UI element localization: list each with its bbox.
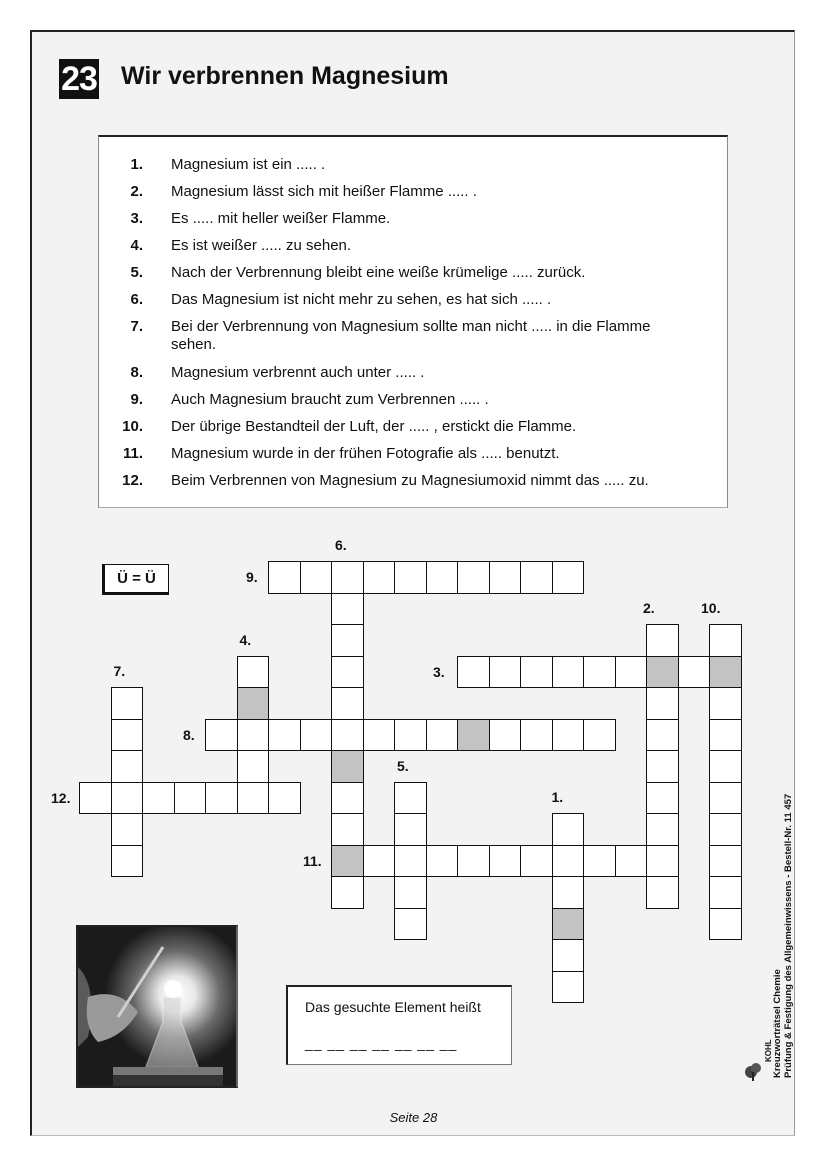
crossword-cell[interactable] (552, 971, 585, 1004)
crossword-cell[interactable] (646, 876, 679, 909)
crossword-cell[interactable] (237, 750, 270, 783)
crossword-cell[interactable] (709, 750, 742, 783)
word-label-8: 8. (183, 726, 195, 743)
crossword-cell[interactable] (331, 876, 364, 909)
crossword-cell[interactable] (552, 719, 585, 752)
crossword-cell[interactable] (363, 719, 396, 752)
crossword-cell[interactable] (426, 845, 459, 878)
crossword-cell[interactable] (111, 845, 144, 878)
clue-number: 4. (130, 237, 143, 254)
answer-prompt: Das gesuchte Element heißt (305, 999, 481, 1015)
clue-text: Es ..... mit heller weißer Flamme. (171, 210, 391, 227)
crossword-cell[interactable] (111, 719, 144, 752)
crossword-cell[interactable] (268, 719, 301, 752)
page-number: Seite 28 (389, 1110, 438, 1125)
crossword-cell[interactable] (646, 719, 679, 752)
solution-cell[interactable] (709, 656, 742, 689)
crossword-cell[interactable] (552, 561, 585, 594)
clue-text: Magnesium verbrennt auch unter ..... . (171, 364, 425, 381)
crossword-cell[interactable] (111, 813, 144, 846)
word-label-3: 3. (433, 663, 445, 680)
clue-text: Bei der Verbrennung von Magnesium sollte man nicht ..... in die Flamme sehen. (171, 318, 651, 353)
crossword-cell[interactable] (520, 656, 553, 689)
clue-number: 8. (130, 364, 143, 381)
crossword-cell[interactable] (426, 561, 459, 594)
photo-illustration (78, 927, 238, 1088)
clue-text: Beim Verbrennen von Magnesium zu Magnesiumoxid nimmt das ..... zu. (171, 472, 649, 489)
clue-number: 9. (130, 391, 143, 408)
crossword-cell[interactable] (709, 876, 742, 909)
crossword-cell[interactable] (111, 782, 144, 815)
crossword-cell[interactable] (394, 561, 427, 594)
crossword-cell[interactable] (709, 687, 742, 720)
clue-text: Das Magnesium ist nicht mehr zu sehen, es hat sich ..... . (171, 291, 552, 308)
crossword-cell[interactable] (646, 624, 679, 657)
solution-cell[interactable] (646, 656, 679, 689)
sidebar-subtitle: Prüfung & Festigung des Allgemeinwissens - Bestell-Nr. 11 457 (783, 793, 794, 1078)
clue-text: Der übrige Bestandteil der Luft, der ..... , erstickt die Flamme. (171, 418, 577, 435)
crossword-cell[interactable] (489, 561, 522, 594)
crossword-cell[interactable] (678, 656, 711, 689)
solution-cell[interactable] (552, 908, 585, 941)
answer-box (286, 985, 512, 1065)
clue-text: Nach der Verbrennung bleibt eine weiße krümelige ..... zurück. (171, 264, 586, 281)
crossword-cell[interactable] (331, 782, 364, 815)
crossword-cell[interactable] (709, 624, 742, 657)
clue-number: 3. (130, 210, 143, 227)
crossword-cell[interactable] (489, 656, 522, 689)
word-label-2: 2. (643, 600, 655, 616)
crossword-cell[interactable] (331, 561, 364, 594)
clue-number: 6. (130, 291, 143, 308)
solution-cell[interactable] (331, 750, 364, 783)
word-label-7: 7. (113, 663, 126, 679)
solution-cell[interactable] (457, 719, 490, 752)
crossword-cell[interactable] (331, 687, 364, 720)
word-label-12: 12. (51, 789, 71, 806)
crossword-cell[interactable] (111, 750, 144, 783)
crossword-cell[interactable] (394, 908, 427, 941)
umlaut-hint: Ü = Ü (102, 564, 169, 595)
crossword-cell[interactable] (237, 782, 270, 815)
crossword-cell[interactable] (237, 656, 270, 689)
word-label-1: 1. (551, 789, 564, 805)
crossword-cell[interactable] (709, 908, 742, 941)
sidebar-title: Kreuzworträtsel Chemie (772, 969, 783, 1078)
crossword-cell[interactable] (331, 656, 364, 689)
crossword-cell[interactable] (615, 656, 648, 689)
crossword-cell[interactable] (300, 719, 333, 752)
crossword-cell[interactable] (394, 876, 427, 909)
crossword-cell[interactable] (142, 782, 175, 815)
word-label-11: 11. (303, 852, 322, 869)
crossword-cell[interactable] (520, 845, 553, 878)
crossword-cell[interactable] (79, 782, 112, 815)
publisher-name: KOHL (764, 1039, 773, 1062)
crossword-cell[interactable] (646, 845, 679, 878)
worksheet-number-badge: 23 (59, 59, 99, 99)
word-label-5: 5. (397, 757, 409, 774)
clue-list (98, 135, 728, 508)
crossword-cell[interactable] (709, 845, 742, 878)
clue-number: 5. (130, 264, 143, 281)
solution-cell[interactable] (237, 687, 270, 720)
crossword-cell[interactable] (615, 845, 648, 878)
crossword-cell[interactable] (646, 782, 679, 815)
crossword-cell[interactable] (520, 561, 553, 594)
crossword-cell[interactable] (300, 561, 333, 594)
page-title: Wir verbrennen Magnesium (121, 62, 449, 90)
crossword-cell[interactable] (363, 561, 396, 594)
crossword-cell[interactable] (237, 719, 270, 752)
clue-text: Es ist weißer ..... zu sehen. (171, 237, 352, 254)
crossword-cell[interactable] (709, 782, 742, 815)
clue-number: 11. (122, 445, 143, 462)
answer-blanks[interactable]: __ __ __ __ __ __ __ (305, 1035, 458, 1051)
clue-text: Magnesium wurde in der frühen Fotografie als ..... benutzt. (171, 445, 560, 462)
crossword-cell[interactable] (457, 656, 490, 689)
crossword-cell[interactable] (363, 845, 396, 878)
crossword-cell[interactable] (583, 656, 616, 689)
crossword-cell[interactable] (394, 813, 427, 846)
crossword-cell[interactable] (583, 845, 616, 878)
crossword-cell[interactable] (331, 624, 364, 657)
crossword-cell[interactable] (552, 939, 585, 972)
crossword-cell[interactable] (174, 782, 207, 815)
crossword-cell[interactable] (331, 813, 364, 846)
crossword-cell[interactable] (394, 782, 427, 815)
publisher-sidebar (772, 794, 794, 1078)
clue-number: 2. (130, 183, 143, 200)
crossword-cell[interactable] (268, 782, 301, 815)
crossword-cell[interactable] (552, 845, 585, 878)
crossword-cell[interactable] (457, 561, 490, 594)
crossword-cell[interactable] (205, 719, 238, 752)
crossword-cell[interactable] (426, 719, 459, 752)
crossword-cell[interactable] (394, 845, 427, 878)
clue-number: 1. (130, 156, 143, 173)
clue-text: Auch Magnesium braucht zum Verbrennen ..... . (171, 391, 489, 408)
crossword-cell[interactable] (552, 656, 585, 689)
crossword-cell[interactable] (646, 813, 679, 846)
crossword-cell[interactable] (709, 813, 742, 846)
crossword-cell[interactable] (646, 687, 679, 720)
crossword-cell[interactable] (205, 782, 238, 815)
word-label-10: 10. (701, 600, 721, 616)
clue-number: 12. (122, 472, 143, 489)
word-label-4: 4. (239, 631, 252, 648)
crossword-cell[interactable] (583, 719, 616, 752)
crossword-cell[interactable] (709, 719, 742, 752)
crossword-cell[interactable] (111, 687, 144, 720)
crossword-cell[interactable] (552, 876, 585, 909)
clue-text: Magnesium ist ein ..... . (171, 156, 326, 173)
crossword-cell[interactable] (489, 719, 522, 752)
crossword-cell[interactable] (552, 813, 585, 846)
clue-text: Magnesium lässt sich mit heißer Flamme ..... . (171, 183, 477, 200)
clue-number: 10. (122, 418, 143, 435)
magnesium-burning-photo (76, 925, 238, 1088)
crossword-cell[interactable] (646, 750, 679, 783)
solution-cell[interactable] (331, 845, 364, 878)
word-label-6: 6. (335, 537, 347, 553)
crossword-cell[interactable] (394, 719, 427, 752)
clue-number: 7. (130, 318, 143, 335)
word-label-9: 9. (246, 569, 258, 585)
crossword-cell[interactable] (457, 845, 490, 878)
crossword-cell[interactable] (331, 719, 364, 752)
crossword-cell[interactable] (489, 845, 522, 878)
crossword-cell[interactable] (268, 561, 301, 594)
crossword-cell[interactable] (331, 593, 364, 626)
crossword-cell[interactable] (520, 719, 553, 752)
